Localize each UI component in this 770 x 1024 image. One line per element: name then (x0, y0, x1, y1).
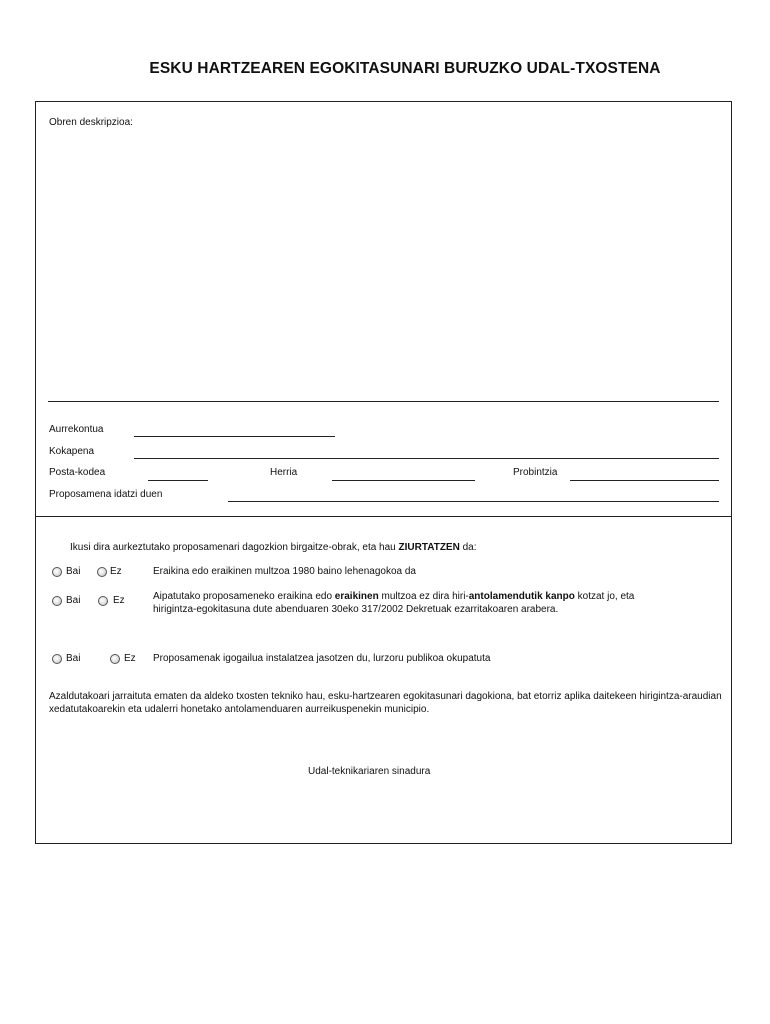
town-field[interactable] (332, 480, 475, 481)
q3-no-label: Ez (124, 653, 136, 664)
conclusion-text: Azaldutakoari jarraituta ematen da aldeko txosten tekniko hau, esku-hartzearen egokitasunari dagokiona, bat etorriz aplika daitekeen hirigintza-araudian xedatutakoarekin eta udalerri honetako antolamenduaren aurreikuspenekin municipio. (49, 691, 722, 715)
q1-no-radio[interactable] (97, 567, 107, 577)
province-field[interactable] (570, 480, 719, 481)
author-label: Proposamena idatzi duen (49, 489, 163, 500)
q2-text-line2: hirigintza-egokitasuna dute abenduaren 30eko 317/2002 Dekretuak ezarritakoaren arabera. (153, 604, 559, 615)
location-label: Kokapena (49, 446, 95, 457)
signature-label: Udal-teknikariaren sinadura (308, 766, 431, 777)
province-label: Probintzia (513, 467, 558, 478)
description-area-bottom-line[interactable] (48, 401, 719, 402)
description-label: Obren deskripzioa: (49, 117, 133, 128)
q2-no-radio[interactable] (98, 596, 108, 606)
q2-yes-label: Bai (66, 595, 81, 606)
author-field[interactable] (228, 501, 719, 502)
form-frame (35, 101, 732, 844)
q2-yes-radio[interactable] (52, 596, 62, 606)
q2-text-line1: Aipatutako proposameneko eraikina edo eraikinen multzoa ez dira hiri-antolamendutik kanpo kotzat jo, eta (153, 591, 635, 602)
q1-yes-radio[interactable] (52, 567, 62, 577)
page-title: ESKU HARTZEAREN EGOKITASUNARI BURUZKO UDAL-TXOSTENA (149, 60, 661, 77)
postcode-field[interactable] (148, 480, 208, 481)
town-label: Herria (270, 467, 298, 478)
location-field[interactable] (134, 458, 719, 459)
q1-text: Eraikina edo eraikinen multzoa 1980 baino lehenagokoa da (153, 566, 416, 577)
q3-text: Proposamenak igogailua instalatzea jasotzen du, lurzoru publikoa okupatuta (153, 653, 491, 664)
q1-yes-label: Bai (66, 566, 81, 577)
q3-yes-label: Bai (66, 653, 81, 664)
certify-intro: Ikusi dira aurkeztutako proposamenari dagozkion birgaitze-obrak, eta hau ZIURTATZEN da: (70, 542, 477, 553)
q2-no-label: Ez (113, 595, 125, 606)
budget-field[interactable] (134, 436, 335, 437)
budget-label: Aurrekontua (49, 424, 104, 435)
q3-no-radio[interactable] (110, 654, 120, 664)
q3-yes-radio[interactable] (52, 654, 62, 664)
postcode-label: Posta-kodea (49, 467, 106, 478)
section-divider (35, 516, 732, 517)
q1-no-label: Ez (110, 566, 122, 577)
